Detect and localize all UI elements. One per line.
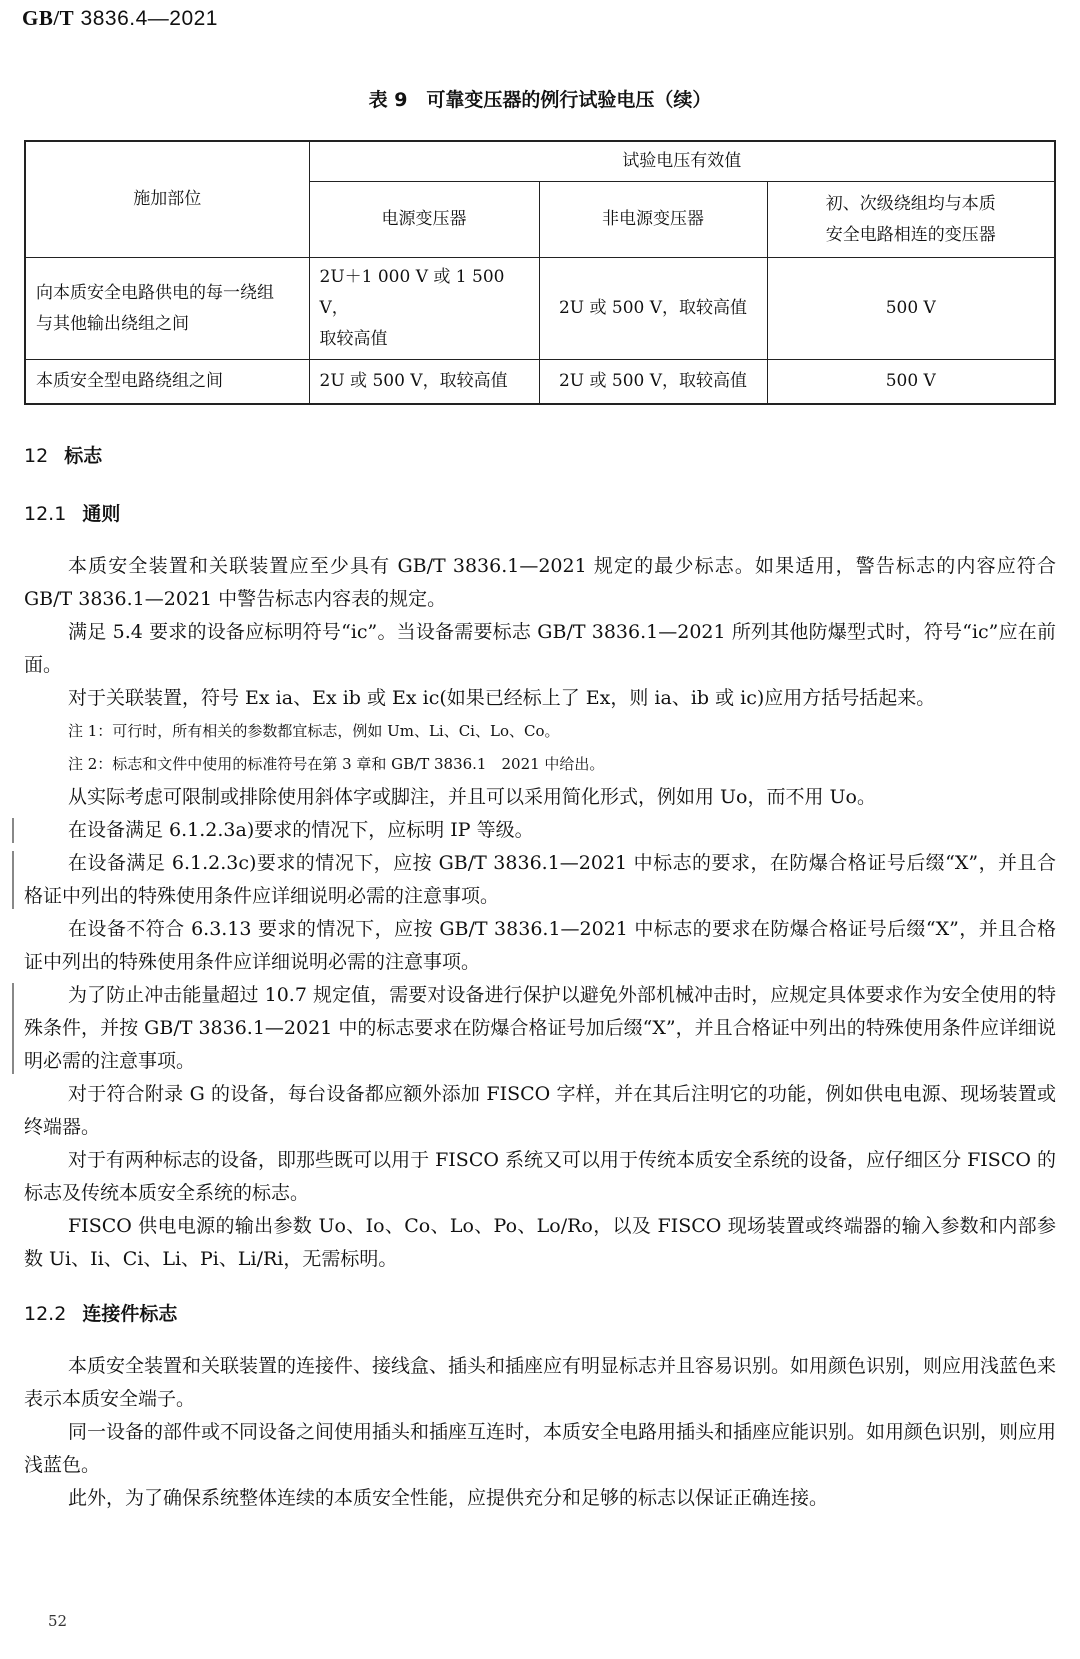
paragraph-revised: 为了防止冲击能量超过 10.7 规定值，需要对设备进行保护以避免外部机械冲击时，应规定具体要求作为安全使用的特殊条件，并按 GB/T 3836.1—2021 中的标志要求在防爆合格证号加后缀“X”，并且合格证中列出的特殊使用条件应详细说明必需的注意事项。: [24, 979, 1056, 1078]
table-row: [25, 360, 1055, 404]
test-voltage-table: [24, 140, 1056, 405]
cell-power: 2U 或 500 V，取较高值: [309, 360, 539, 404]
paragraph: FISCO 供电电源的输出参数 Uo、Io、Co、Lo、Po、Lo/Ro，以及 FISCO 现场装置或终端器的输入参数和内部参数 Ui、Ii、Ci、Li、Pi、Li/Ri，无需标明。: [24, 1215, 1056, 1270]
header-power-transformer: 电源变压器: [309, 182, 539, 258]
header-both-windings: [767, 182, 1055, 258]
paragraph: 对于关联装置，符号 Ex ia、Ex ib 或 Ex ic(如果已经标上了 Ex，则 ia、ib 或 ic)应用方括号括起来。: [68, 687, 936, 709]
paragraph: 满足 5.4 要求的设备应标明符号“ic”。当设备需要标志 GB/T 3836.1—2021 所列其他防爆型式时，符号“ic”应在前面。: [24, 621, 1056, 676]
paragraph: 本质安全装置和关联装置应至少具有 GB/T 3836.1—2021 规定的最少标志。如果适用，警告标志的内容应符合 GB/T 3836.1—2021 中警告标志内容表的规定。: [24, 555, 1056, 610]
paragraph: 同一设备的部件或不同设备之间使用插头和插座互连时，本质安全电路用插头和插座应能识别。如用颜色识别，则应用浅蓝色。: [24, 1421, 1057, 1476]
paragraph: 本质安全装置和关联装置的连接件、接线盒、插头和插座应有明显标志并且容易识别。如用颜色识别，则应用浅蓝色来表示本质安全端子。: [24, 1355, 1057, 1410]
section-number: 12: [24, 445, 49, 467]
cell-location: 本质安全型电路绕组之间: [25, 360, 309, 404]
cell-nonpower: 2U 或 500 V，取较高值: [539, 360, 767, 404]
header-nonpower-transformer: 非电源变压器: [539, 182, 767, 258]
page-header: [22, 6, 218, 31]
cell-power: [309, 258, 539, 360]
header-rms-voltage: 试验电压有效值: [309, 141, 1055, 182]
cell-line: 向本质安全电路供电的每一绕组: [36, 282, 274, 303]
note-1: 注 1：可行时，所有相关的参数都宜标志，例如 Um、Li、Ci、Lo、Co。: [68, 722, 560, 740]
header-both-line1: 初、次级绕组均与本质: [825, 193, 996, 214]
paragraph-revised: 在设备满足 6.1.2.3c)要求的情况下，应按 GB/T 3836.1—2021 中标志的要求，在防爆合格证号后缀“X”，并且合格证中列出的特殊使用条件应详细说明必需的注意事项。: [24, 847, 1056, 913]
paragraph: 对于有两种标志的设备，即那些既可以用于 FISCO 系统又可以用于传统本质安全系统的设备，应仔细区分 FISCO 的标志及传统本质安全系统的标志。: [24, 1149, 1056, 1204]
paragraph: 此外，为了确保系统整体连续的本质安全性能，应提供充分和足够的标志以保证正确连接。: [68, 1487, 829, 1509]
cell-line: 取较高值: [319, 329, 388, 349]
section-title: 通则: [82, 503, 121, 525]
paragraph-revised: 在设备满足 6.1.2.3a)要求的情况下，应标明 IP 等级。: [24, 814, 1056, 847]
main-content: [24, 440, 1056, 1515]
note-2: 注 2：标志和文件中使用的标准符号在第 3 章和 GB/T 3836.1 2021 中给出。: [68, 755, 605, 773]
page-number: 52: [48, 1612, 68, 1630]
paragraph: 对于符合附录 G 的设备，每台设备都应额外添加 FISCO 字样，并在其后注明它的功能，例如供电电源、现场装置或终端器。: [24, 1083, 1056, 1138]
cell-nonpower: 2U 或 500 V，取较高值: [539, 258, 767, 360]
section-number: 12.2: [24, 1303, 67, 1325]
cell-location: [25, 258, 309, 360]
table-row: [25, 258, 1055, 360]
section-number: 12.1: [24, 503, 67, 525]
section-title: 标志: [64, 445, 103, 467]
section-title: 连接件标志: [82, 1303, 178, 1325]
section-heading-12-1: [24, 498, 1056, 530]
section-heading-12: [24, 440, 1056, 472]
cell-both: 500 V: [767, 258, 1055, 360]
cell-line: 2U＋1 000 V 或 1 500 V，: [319, 267, 505, 318]
cell-line: 与其他输出绕组之间: [36, 313, 189, 334]
standard-number: 3836.4—2021: [80, 7, 218, 30]
standard-prefix: GB/T: [22, 6, 75, 30]
header-location: 施加部位: [25, 141, 309, 258]
paragraph: 从实际考虑可限制或排除使用斜体字或脚注，并且可以采用简化形式，例如用 Uo，而不用 Uo。: [68, 786, 876, 808]
cell-both: 500 V: [767, 360, 1055, 404]
table-title: 表 9 可靠变压器的例行试验电压（续）: [368, 89, 712, 111]
section-heading-12-2: [24, 1298, 1056, 1330]
paragraph: 在设备不符合 6.3.13 要求的情况下，应按 GB/T 3836.1—2021 中标志的要求在防爆合格证号后缀“X”，并且合格证中列出的特殊使用条件应详细说明必需的注意事项。: [24, 918, 1056, 973]
header-both-line2: 安全电路相连的变压器: [825, 224, 996, 245]
